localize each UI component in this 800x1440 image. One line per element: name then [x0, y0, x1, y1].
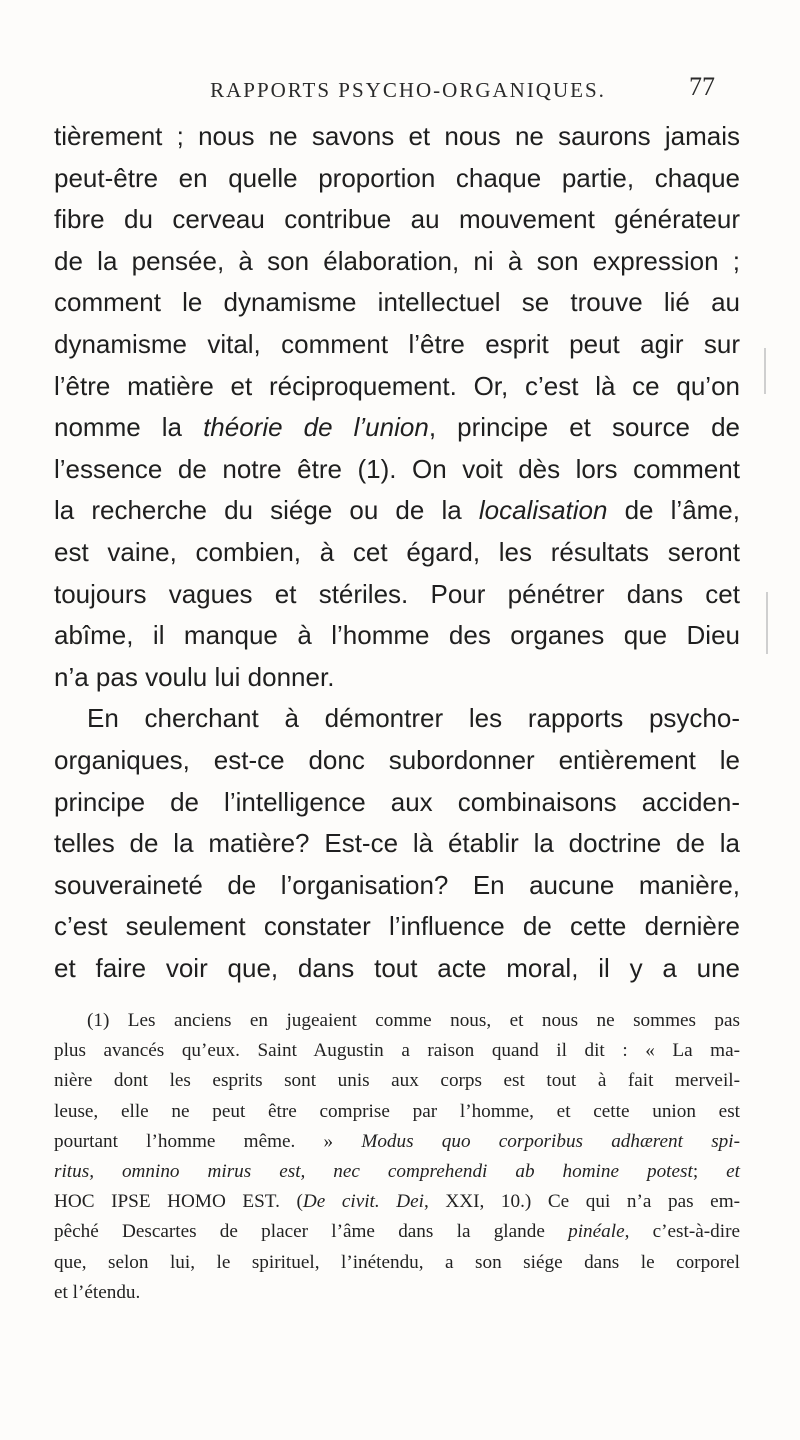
text-line: c’est seulement constater l’influence de cette dernière	[54, 911, 740, 942]
latin-quote: ritus, omnino mirus est, nec comprehendi ab homine potest	[54, 1161, 693, 1183]
text-line-localisation	[54, 490, 740, 532]
text-line: fibre du cerveau contribue au mouvement générateur	[54, 204, 740, 235]
text-line: dynamisme vital, comment l’être esprit peut agir sur	[54, 328, 740, 359]
text-line-theorie	[54, 407, 740, 449]
text-segment: , XXI, 10.) Ce qui n’a pas em-	[424, 1191, 741, 1213]
citation-title: De civit. Dei	[302, 1191, 424, 1213]
footnote-line	[54, 1127, 740, 1157]
text-line: peut-être en quelle proportion chaque partie, chaque	[54, 162, 740, 193]
text-line: de la pensée, à son élaboration, ni à son expression ;	[54, 245, 740, 276]
text-line-paragraph-start: En cherchant à démontrer les rapports psycho-	[87, 703, 740, 734]
footnote-line: que, selon lui, le spirituel, l’inétendu, a son siége dans le corporel	[54, 1251, 740, 1273]
latin-quote: et	[726, 1161, 740, 1183]
text-line: souveraineté de l’organisation? En aucune manière,	[54, 869, 740, 900]
text-segment: pourtant l’homme même. »	[54, 1130, 362, 1152]
text-segment: pêché Descartes de placer l’âme dans la glande	[54, 1221, 569, 1243]
text-segment: nomme la	[54, 412, 204, 443]
text-line: l’être matière et réciproquement. Or, c’est là ce qu’on	[54, 370, 740, 401]
text-line: toujours vagues et stériles. Pour pénétrer dans cet	[54, 578, 740, 609]
text-line: n’a pas voulu lui donner.	[54, 661, 335, 692]
text-segment: , principe et source de	[428, 412, 740, 443]
text-line: abîme, il manque à l’homme des organes que Dieu	[54, 620, 740, 651]
footnote	[54, 1006, 740, 1308]
footnote-line	[54, 1157, 740, 1187]
text-line: principe de l’intelligence aux combinaisons acciden-	[54, 786, 740, 817]
latin-quote: Modus quo corporibus adhærent spi-	[361, 1130, 740, 1152]
italic-term-pineale: pinéale	[568, 1221, 625, 1243]
footnote-line: et l’étendu.	[54, 1281, 141, 1303]
footnote-line: (1) Les anciens en jugeaient comme nous, et nous ne sommes pas	[87, 1010, 740, 1031]
text-line: organiques, est-ce donc subordonner entièrement le	[54, 744, 740, 775]
italic-term-localisation: localisation	[478, 495, 608, 526]
page-number: 77	[689, 72, 715, 101]
footnote-line	[54, 1187, 740, 1217]
text-line: tièrement ; nous ne savons et nous ne saurons jamais	[54, 121, 740, 151]
text-segment: , c’est-à-dire	[624, 1221, 740, 1243]
footnote-line: nière dont les esprits sont unis aux corps est tout à fait merveil-	[54, 1070, 740, 1092]
text-line: est vaine, combien, à cet égard, les résultats seront	[54, 536, 740, 567]
footnote-line: leuse, elle ne peut être comprise par l’homme, et cette union est	[54, 1100, 740, 1122]
text-line: comment le dynamisme intellectuel se trouve lié au	[54, 287, 740, 318]
page-edge-mark	[766, 592, 768, 654]
text-line: telles de la matière? Est-ce là établir la doctrine de la	[54, 828, 740, 859]
main-text	[54, 116, 740, 989]
text-line: l’essence de notre être (1). On voit dès lors comment	[54, 453, 740, 484]
text-segment: (	[279, 1191, 303, 1213]
running-head: RAPPORTS PSYCHO-ORGANIQUES.	[210, 78, 606, 102]
text-segment: ;	[692, 1161, 727, 1183]
text-line: et faire voir que, dans tout acte moral, il y a une	[54, 952, 740, 983]
footnote-line: plus avancés qu’eux. Saint Augustin a raison quand il dit : « La ma-	[54, 1040, 740, 1062]
text-segment: la recherche du siége ou de la	[54, 495, 479, 526]
footnote-line	[54, 1217, 740, 1247]
text-segment: de l’âme,	[607, 495, 740, 526]
latin-small-caps: HOC IPSE HOMO EST.	[54, 1191, 280, 1213]
italic-term-theorie-de-l-union: théorie de l’union	[203, 412, 429, 443]
page-edge-mark	[764, 348, 766, 394]
